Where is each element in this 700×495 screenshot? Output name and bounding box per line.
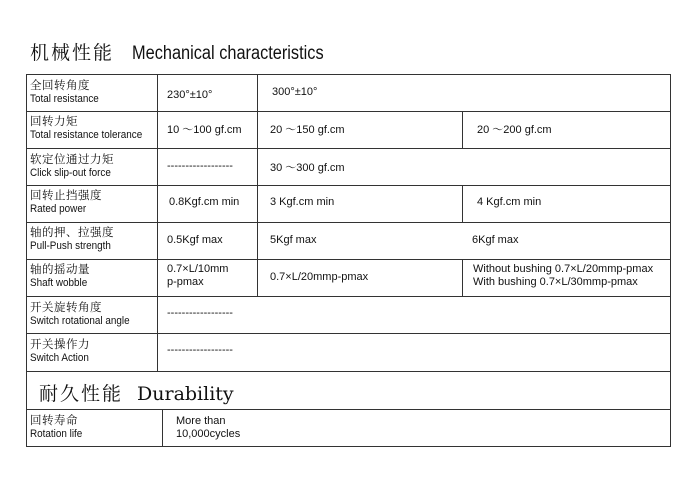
cell-value: 5Kgf max [270,234,317,246]
table-border-right [670,74,671,447]
label-en: Rotation life [30,428,83,440]
row-divider [26,148,671,149]
cell-value: 4 Kgf.cm min [477,196,542,208]
label-zh: 轴的摇动量 [30,262,90,276]
row-divider [26,333,671,334]
row-label-shaft-wobble [30,262,94,290]
row-label-resistance-tolerance [30,114,155,142]
label-en: Switch rotational angle [30,315,130,327]
cell-value: ------------------ [167,344,233,356]
cell-value [176,415,240,441]
label-zh: 回转力矩 [30,114,78,128]
row-label-click-slip-out [30,152,120,180]
cell-value [167,263,228,289]
cell-value: 20 ～150 gf.cm [270,124,345,136]
cell-line: p-pmax [167,276,204,288]
row-divider [26,222,671,223]
label-zh: 开关操作力 [30,337,90,351]
cell-value: 300°±10° [272,86,318,98]
label-en: Pull-Push strength [30,240,111,252]
cell-value: ------------------ [167,160,233,172]
cell-value: 230°±10° [167,89,213,101]
label-zh: 轴的押、拉强度 [30,225,114,239]
label-zh: 全回转角度 [30,78,90,92]
label-zh: 开关旋转角度 [30,300,102,314]
cell-value: 30 ～300 gf.cm [270,162,345,174]
cell-line: 10,000cycles [176,428,241,440]
row-label-pull-push [30,225,120,253]
cell-value: ------------------ [167,307,233,319]
section-title-en: Durability [137,383,234,405]
cell-line: With bushing 0.7×L/30mmp-pmax [473,276,638,288]
value-column-divider [257,74,258,296]
cell-value: 0.7×L/20mmp-pmax [270,271,369,283]
row-label-switch-angle [30,300,141,328]
section-title-en: Mechanical characteristics [132,43,324,64]
cell-value: 10 ～100 gf.cm [167,124,242,136]
cell-value: 3 Kgf.cm min [270,196,335,208]
cell-value: 20 ～200 gf.cm [477,124,552,136]
label-en: Rated power [30,203,87,215]
section-title-durability [39,379,234,406]
cell-value [473,263,653,289]
row-divider [26,296,671,297]
row-divider [26,111,671,112]
section-title-zh: 耐久性能 [39,383,124,405]
label-en: Shaft wobble [30,277,88,289]
label-zh: 回转止挡强度 [30,188,102,202]
row-divider [26,409,671,410]
table-border-left [26,74,27,447]
label-column-divider [157,74,158,371]
label-en: Total resistance [30,93,99,105]
label-column-divider [162,409,163,446]
table-border-top [26,74,671,75]
cell-line: Without bushing 0.7×L/20mmp-pmax [473,263,654,275]
label-zh: 回转寿命 [30,413,78,427]
cell-value: 0.5Kgf max [167,234,223,246]
row-label-rotation-life [30,413,88,441]
cell-value: 6Kgf max [472,234,519,246]
label-en: Total resistance tolerance [30,129,143,141]
cell-line: More than [176,415,226,427]
row-divider [26,185,671,186]
label-en: Click slip-out force [30,167,111,179]
row-label-rated-power [30,188,102,216]
row-label-switch-action [30,337,95,365]
section-title-zh: 机械性能 [30,42,115,64]
cell-value: 0.8Kgf.cm min [169,196,240,208]
section-title-mechanical [30,38,355,68]
label-en: Switch Action [30,352,89,364]
spec-table [26,74,671,447]
table-border-bottom [26,446,671,447]
row-divider [26,259,671,260]
value-column-divider [462,259,463,296]
cell-line: 0.7×L/10mm [167,263,229,275]
label-zh: 软定位通过力矩 [30,152,114,166]
value-column-divider [462,185,463,222]
value-column-divider [462,111,463,148]
row-label-total-resistance [30,78,106,106]
row-divider [26,371,671,372]
